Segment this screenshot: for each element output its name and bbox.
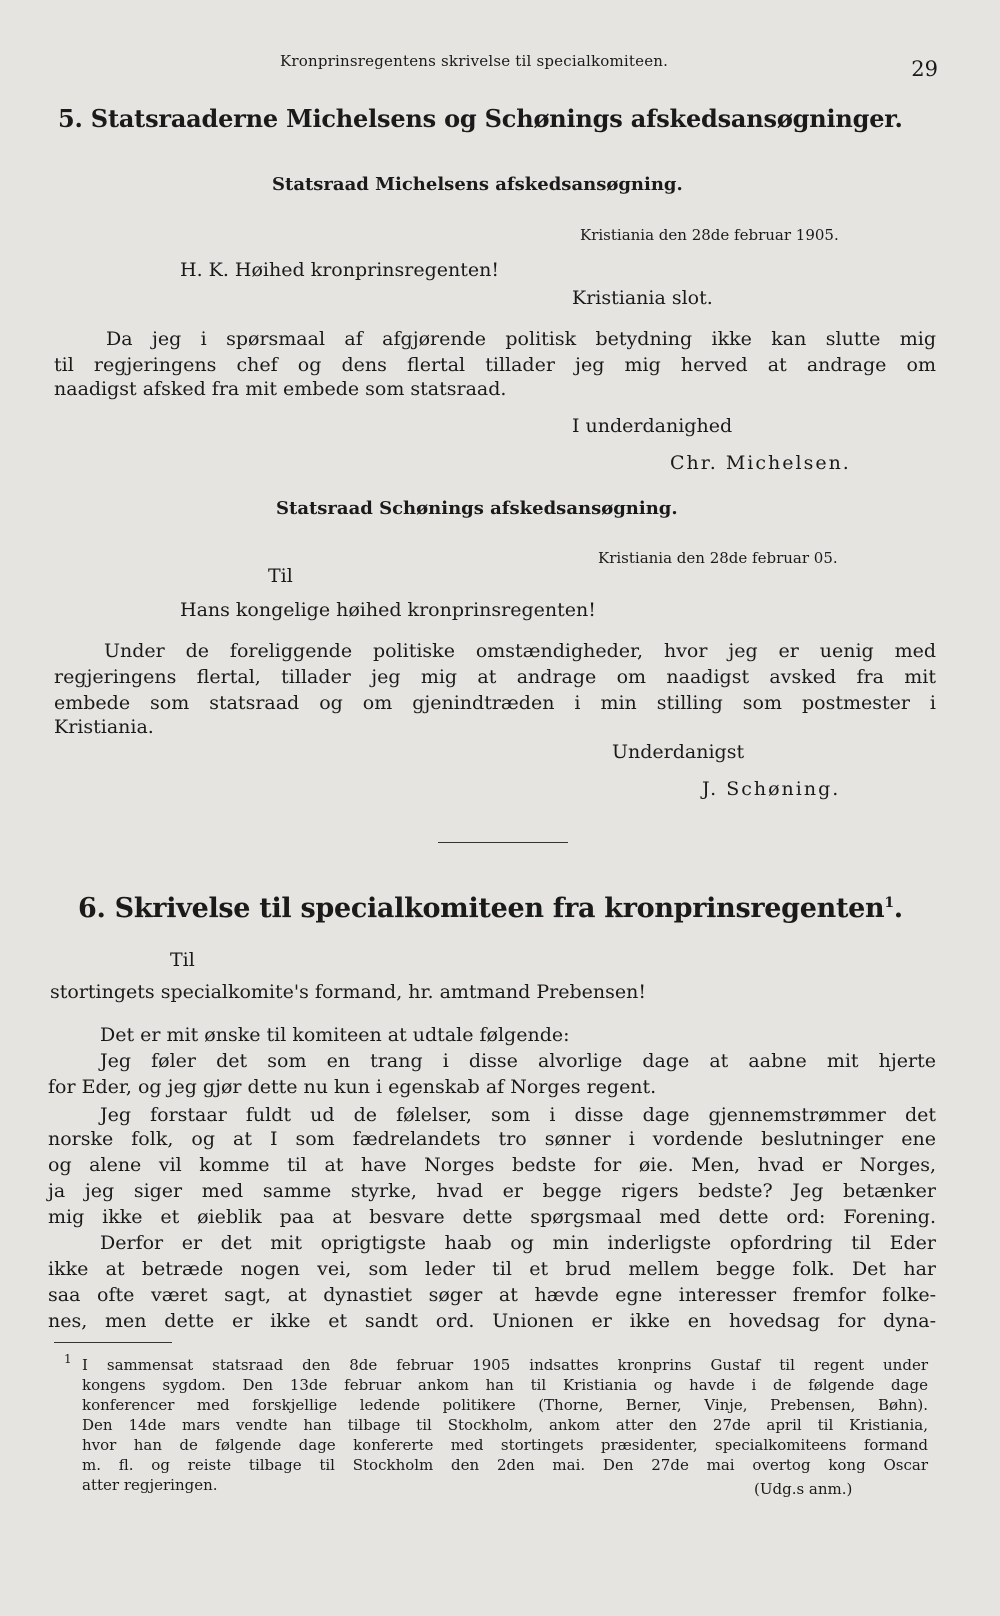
footnote-line: m. fl. og reiste tilbage til Stockholm den 2den mai. Den 27de mai overtog kong Oscar <box>82 1456 928 1474</box>
section6-to: Til <box>170 949 195 971</box>
body-line: regjeringens flertal, tillader jeg mig at andrage om naadigst avsked fra mit <box>54 666 936 688</box>
body-line: og alene vil komme til at have Norges bedste for øie. Men, hvad er Norges, <box>48 1154 936 1176</box>
letter2-closing: Underdanigst <box>612 741 745 763</box>
footnote-line: hvor han de følgende dage konfererte med stortingets præsidenter, specialkomiteens formand <box>82 1436 928 1454</box>
footnote-line: kongens sygdom. Den 13de februar ankom han til Kristiania og havde i de følgende dage <box>82 1376 928 1394</box>
letter1-signature: Chr. Michelsen. <box>670 452 851 474</box>
body-line: Det er mit ønske til komiteen at udtale følgende: <box>100 1024 570 1046</box>
letter2-to: Til <box>268 565 293 587</box>
body-line: til regjeringens chef og dens flertal tillader jeg mig herved at andrage om <box>54 354 936 376</box>
footnote-marker: 1 <box>64 1352 72 1366</box>
letter1-heading: Statsraad Michelsens afskedsansøgning. <box>272 174 683 195</box>
letter1-dateline: Kristiania den 28de februar 1905. <box>580 226 839 244</box>
footnote-attribution: (Udg.s anm.) <box>754 1480 853 1498</box>
body-line: Under de foreliggende politiske omstændigheder, hvor jeg er uenig med <box>104 640 936 662</box>
footnote-line: atter regjeringen. <box>82 1476 218 1494</box>
letter2-heading: Statsraad Schønings afskedsansøgning. <box>276 498 678 519</box>
body-line: norske folk, og at I som fædrelandets tro sønner i vordende beslutninger ene <box>48 1128 936 1150</box>
body-line: Da jeg i spørsmaal af afgjørende politisk betydning ikke kan slutte mig <box>106 328 936 350</box>
footnote-line: Den 14de mars vendte han tilbage til Stockholm, ankom atter den 27de april til Kristiania, <box>82 1416 928 1434</box>
letter1-closing: I underdanighed <box>572 415 733 437</box>
body-line: mig ikke et øieblik paa at besvare dette spørgsmaal med dette ord: Forening. <box>48 1206 936 1228</box>
body-line: naadigst afsked fra mit embede som statsraad. <box>54 378 507 400</box>
body-line: for Eder, og jeg gjør dette nu kun i egenskab af Norges regent. <box>48 1076 657 1098</box>
letter2-address: Hans kongelige høihed kronprinsregenten! <box>180 599 596 621</box>
footnote-line: I sammensat statsraad den 8de februar 1905 indsattes kronprins Gustaf til regent under <box>82 1356 928 1374</box>
body-line: Jeg forstaar fuldt ud de følelser, som i disse dage gjennemstrømmer det <box>100 1104 936 1126</box>
body-line: Jeg føler det som en trang i disse alvorlige dage at aabne mit hjerte <box>100 1050 936 1072</box>
section-6-title: 6. Skrivelse til specialkomiteen fra kronprinsregenten$^1$. <box>78 893 903 924</box>
body-line: embede som statsraad og om gjenindtræden i min stilling som postmester i <box>54 692 936 714</box>
body-line: Kristiania. <box>54 716 154 738</box>
body-line: saa ofte været sagt, at dynastiet søger at hævde egne interesser fremfor folke- <box>48 1284 936 1306</box>
letter1-address: H. K. Høihed kronprinsregenten! <box>180 259 499 281</box>
running-header: Kronprinsregentens skrivelse til specialkomiteen. <box>280 52 669 70</box>
letter1-place: Kristiania slot. <box>572 287 713 309</box>
body-line: nes, men dette er ikke et sandt ord. Unionen er ikke en hovedsag for dyna- <box>48 1310 936 1332</box>
letter2-signature: J. Schøning. <box>702 778 841 800</box>
footnote-line: konferencer med forskjellige ledende politikere (Thorne, Berner, Vinje, Prebensen, Bøhn). <box>82 1396 928 1414</box>
footnote-rule <box>54 1342 172 1343</box>
letter2-dateline: Kristiania den 28de februar 05. <box>598 549 838 567</box>
page-number: 29 <box>911 57 938 81</box>
body-line: ikke at betræde nogen vei, som leder til et brud mellem begge folk. Det har <box>48 1258 936 1280</box>
body-line: Derfor er det mit oprigtigste haab og min inderligste opfordring til Eder <box>100 1232 936 1254</box>
body-line: ja jeg siger med samme styrke, hvad er begge rigers bedste? Jeg betænker <box>48 1180 936 1202</box>
section6-address: stortingets specialkomite's formand, hr. amtmand Prebensen! <box>50 981 646 1003</box>
section-divider <box>438 842 568 843</box>
section-5-title: 5. Statsraaderne Michelsens og Schønings afskedsansøgninger. <box>58 104 903 133</box>
